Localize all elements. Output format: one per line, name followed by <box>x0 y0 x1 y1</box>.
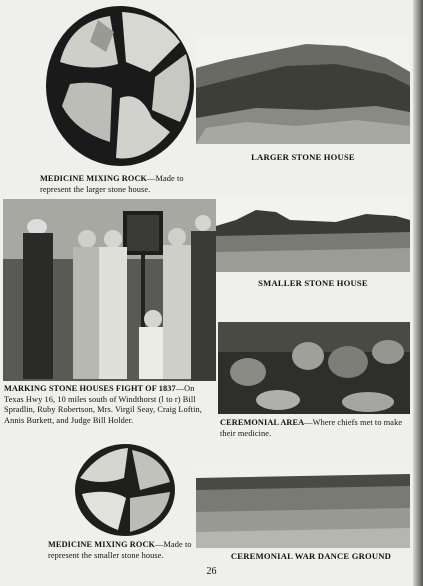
caption-heading: MARKING STONE HOUSES FIGHT OF 1837 <box>4 384 176 393</box>
larger-stone-house-title: LARGER STONE HOUSE <box>251 152 355 162</box>
war-dance-ground-title: CEREMONIAL WAR DANCE GROUND <box>230 551 392 561</box>
mixing-rock-large-caption <box>40 174 200 195</box>
caption-body: —Made to represent the smaller stone house. <box>48 540 192 560</box>
caption-heading: MEDICINE MIXING ROCK <box>48 540 156 549</box>
page-number: 26 <box>206 566 217 577</box>
mixing-rock-small-photo <box>70 438 180 538</box>
larger-stone-house-photo <box>196 38 410 144</box>
caption-body: —Made to represent the larger stone house. <box>40 174 184 194</box>
mixing-rock-small-caption <box>48 540 208 561</box>
caption-heading: CEREMONIAL AREA <box>220 418 305 427</box>
book-spine-shadow <box>413 0 423 586</box>
marking-fight-group-photo <box>3 199 216 381</box>
caption-heading: MEDICINE MIXING ROCK <box>40 174 148 183</box>
mixing-rock-large-photo <box>40 2 198 170</box>
ceremonial-area-photo <box>218 322 410 414</box>
smaller-stone-house-photo <box>216 196 410 272</box>
smaller-stone-house-title: SMALLER STONE HOUSE <box>258 278 368 288</box>
ceremonial-area-caption <box>220 418 412 439</box>
caption-body: —Where chiefs met to make their medicine. <box>220 418 403 438</box>
marking-fight-caption <box>4 384 216 426</box>
caption-body: —On Texas Hwy 16, 10 miles south of Windthorst (l to r) Bill Spradlin, Ruby Robertson, Mrs. Virgil Seay, Craig Loftin, Annis Burkett, and Judge Bill Holder. <box>4 384 202 425</box>
war-dance-ground-photo <box>196 468 410 548</box>
